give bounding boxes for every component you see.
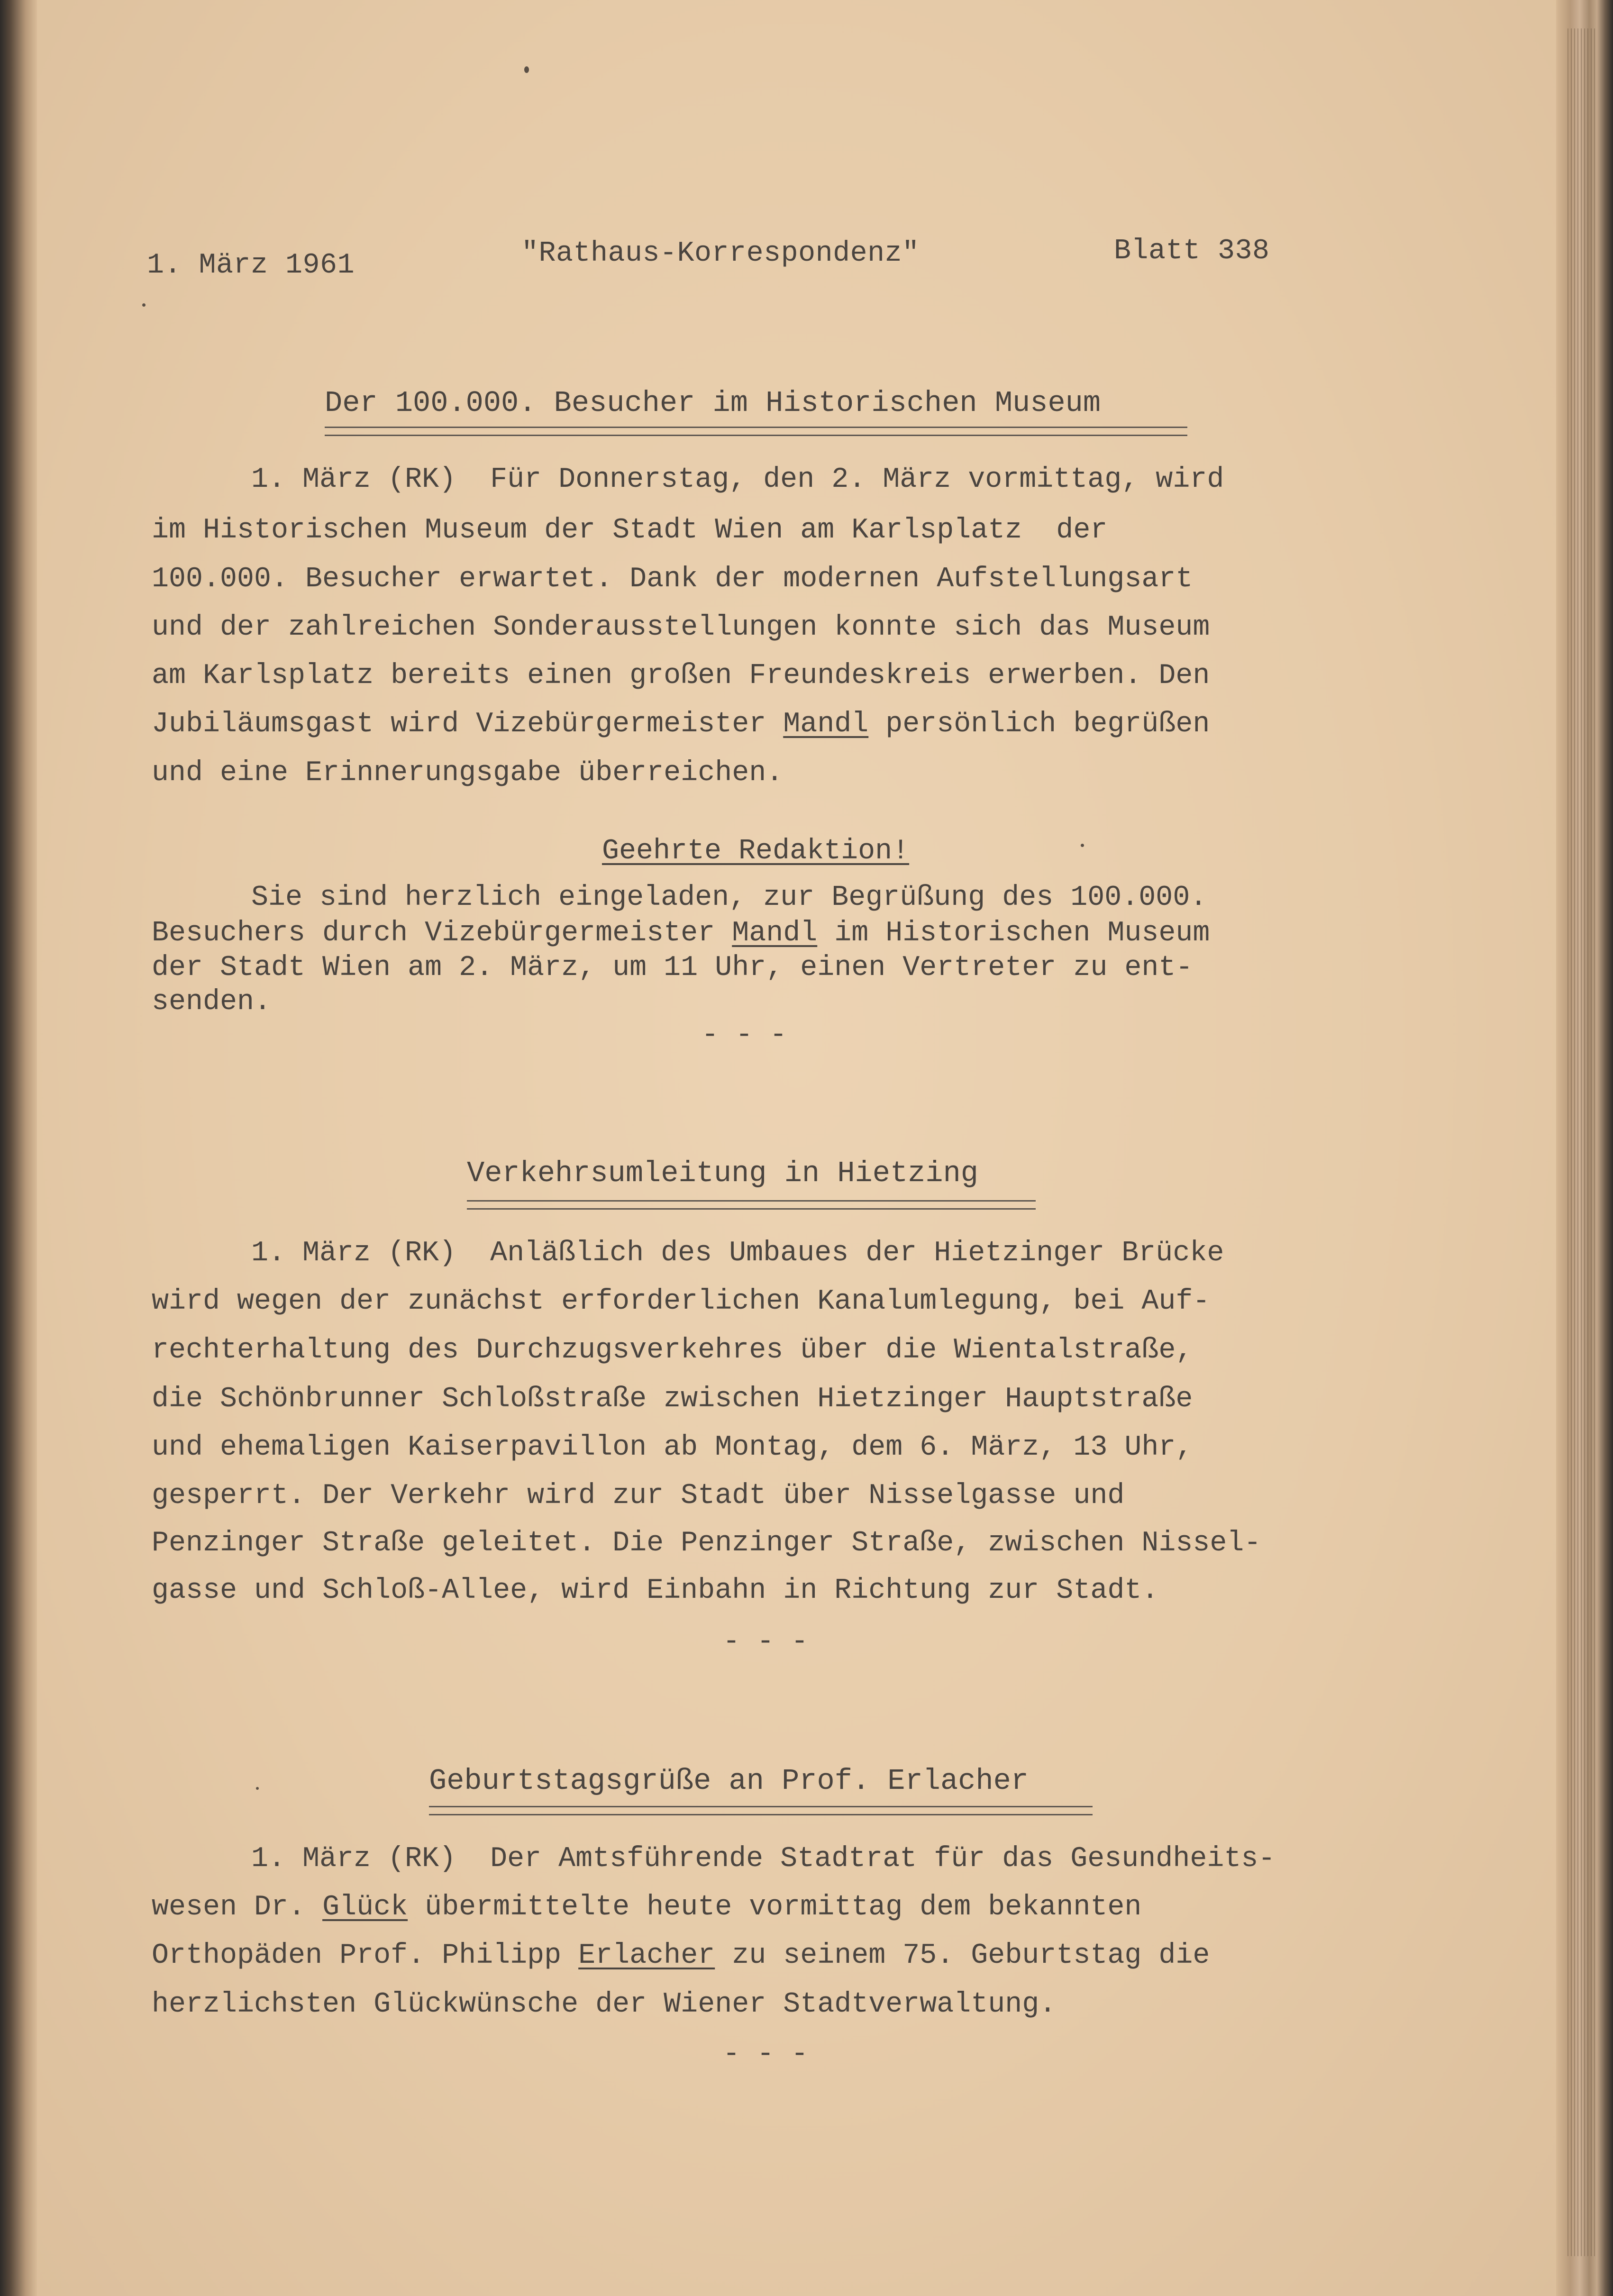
article-line: herzlichsten Glückwünsche der Wiener Stadtverwaltung. xyxy=(152,1988,1057,2021)
article-line xyxy=(152,708,1210,740)
article-line: am Karlsplatz bereits einen großen Freundeskreis erwerben. Den xyxy=(152,660,1210,692)
title-double-rule xyxy=(467,1200,1036,1210)
paper-speck xyxy=(1081,844,1084,847)
article-line: im Historischen Museum der Stadt Wien am Karlsplatz der xyxy=(152,514,1108,547)
article-line xyxy=(152,1940,1210,1972)
header-date: 1. März 1961 xyxy=(147,249,355,282)
article-line: 1. März (RK) Anläßlich des Umbaues der Hietzinger Brücke xyxy=(251,1237,1224,1269)
article-line: 1. März (RK) Für Donnerstag, den 2. März vormittag, wird xyxy=(251,464,1224,496)
title-double-rule xyxy=(325,427,1187,436)
notice-title: Geehrte Redaktion! xyxy=(602,835,910,867)
article-title: Der 100.000. Besucher im Historischen Museum xyxy=(325,386,1101,420)
article-line: die Schönbrunner Schloßstraße zwischen Hietzinger Hauptstraße xyxy=(152,1383,1193,1415)
paper-speck xyxy=(524,66,529,73)
notice-line: senden. xyxy=(152,986,272,1018)
line-text: Jubiläumsgast wird Vizebürgermeister xyxy=(152,708,784,740)
underlined-name: Glück xyxy=(322,1891,408,1923)
paper-speck xyxy=(142,303,146,307)
header-sheet: Blatt 338 xyxy=(1114,235,1270,267)
underlined-name: Erlacher xyxy=(578,1940,715,1972)
line-text: im Historischen Museum xyxy=(817,917,1210,949)
title-double-rule xyxy=(429,1806,1093,1815)
article-line: Penzinger Straße geleitet. Die Penzinger Straße, zwischen Nissel- xyxy=(152,1527,1261,1559)
article-title: Verkehrsumleitung in Hietzing xyxy=(467,1157,978,1190)
article-line: und ehemaligen Kaiserpavillon ab Montag, dem 6. März, 13 Uhr, xyxy=(152,1431,1193,1464)
notice-line: Sie sind herzlich eingeladen, zur Begrüßung des 100.000. xyxy=(251,882,1207,914)
page-stack-lines xyxy=(1567,28,1596,2256)
article-line xyxy=(152,1891,1141,1923)
binding-gutter xyxy=(0,0,37,2296)
line-text: zu seinem 75. Geburtstag die xyxy=(715,1940,1210,1972)
line-text: übermittelte heute vormittag dem bekannten xyxy=(408,1891,1142,1923)
line-text: persönlich begrüßen xyxy=(868,708,1210,740)
article-line: 1. März (RK) Der Amtsführende Stadtrat für das Gesundheits- xyxy=(251,1843,1276,1875)
paper-speck xyxy=(256,1787,259,1790)
section-separator: - - - xyxy=(723,1626,809,1658)
notice-line xyxy=(152,917,1210,949)
article-line: 100.000. Besucher erwartet. Dank der modernen Aufstellungsart xyxy=(152,563,1193,595)
header-publication: "Rathaus-Korrespondenz" xyxy=(521,237,920,270)
section-separator: - - - xyxy=(702,1019,787,1051)
article-line: und der zahlreichen Sonderausstellungen konnte sich das Museum xyxy=(152,611,1210,644)
line-text: Besuchers durch Vizebürgermeister xyxy=(152,917,732,949)
section-separator: - - - xyxy=(723,2038,809,2070)
underlined-name: Mandl xyxy=(732,917,818,949)
line-text: Orthopäden Prof. Philipp xyxy=(152,1940,579,1972)
underlined-name: Mandl xyxy=(783,708,869,740)
article-line: wird wegen der zunächst erforderlichen Kanalumlegung, bei Auf- xyxy=(152,1285,1210,1318)
article-line: rechterhaltung des Durchzugsverkehres über die Wientalstraße, xyxy=(152,1334,1193,1367)
notice-line: der Stadt Wien am 2. März, um 11 Uhr, einen Vertreter zu ent- xyxy=(152,952,1193,984)
article-line: und eine Erinnerungsgabe überreichen. xyxy=(152,757,784,789)
article-line: gasse und Schloß-Allee, wird Einbahn in Richtung zur Stadt. xyxy=(152,1575,1159,1607)
article-title: Geburtstagsgrüße an Prof. Erlacher xyxy=(429,1764,1029,1798)
article-line: gesperrt. Der Verkehr wird zur Stadt über Nisselgasse und xyxy=(152,1480,1125,1512)
line-text: wesen Dr. xyxy=(152,1891,323,1923)
